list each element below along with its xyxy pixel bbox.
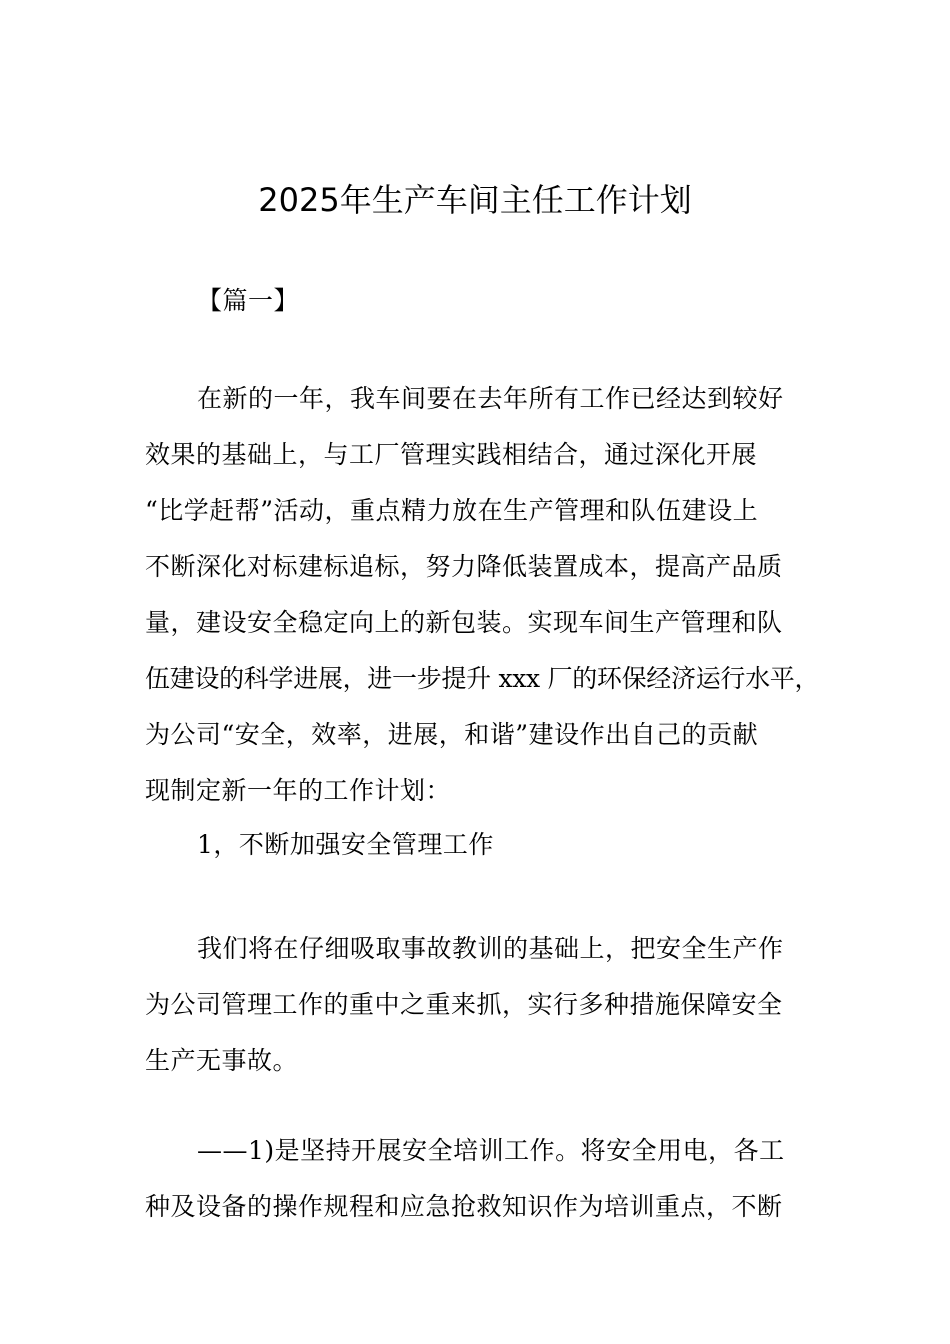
paragraph-line: 伍建设的科学进展，进一步提升 xxx 厂的环保经济运行水平，: [145, 664, 820, 693]
paragraph-line: 量，建设安全稳定向上的新包装。实现车间生产管理和队: [145, 608, 783, 637]
paragraph-line: 为公司“安全，效率，进展，和谐”建设作出自己的贡献: [145, 720, 759, 749]
paragraph-line: 我们将在仔细吸取事故教训的基础上，把安全生产作: [197, 934, 784, 963]
paragraph-line: 种及设备的操作规程和应急抢救知识作为培训重点，不断: [145, 1192, 783, 1221]
paragraph-line: 生产无事故。: [145, 1046, 299, 1075]
section-label: 【篇一】: [197, 286, 300, 315]
paragraph-line: 在新的一年，我车间要在去年所有工作已经达到较好: [197, 384, 784, 413]
document-title: 2025年生产车间主任工作计划: [258, 181, 692, 219]
paragraph-line: ——1)是坚持开展安全培训工作。将安全用电，各工: [197, 1136, 785, 1165]
paragraph-line: 不断深化对标建标追标，努力降低装置成本，提高产品质: [145, 552, 783, 581]
paragraph-line: 现制定新一年的工作计划：: [145, 776, 452, 805]
section-heading: 1，不断加强安全管理工作: [197, 830, 494, 859]
paragraph-line: 为公司管理工作的重中之重来抓，实行多种措施保障安全: [145, 990, 783, 1019]
paragraph-line: “比学赶帮”活动，重点精力放在生产管理和队伍建设上: [145, 496, 759, 525]
paragraph-line: 效果的基础上，与工厂管理实践相结合，通过深化开展: [145, 440, 758, 469]
